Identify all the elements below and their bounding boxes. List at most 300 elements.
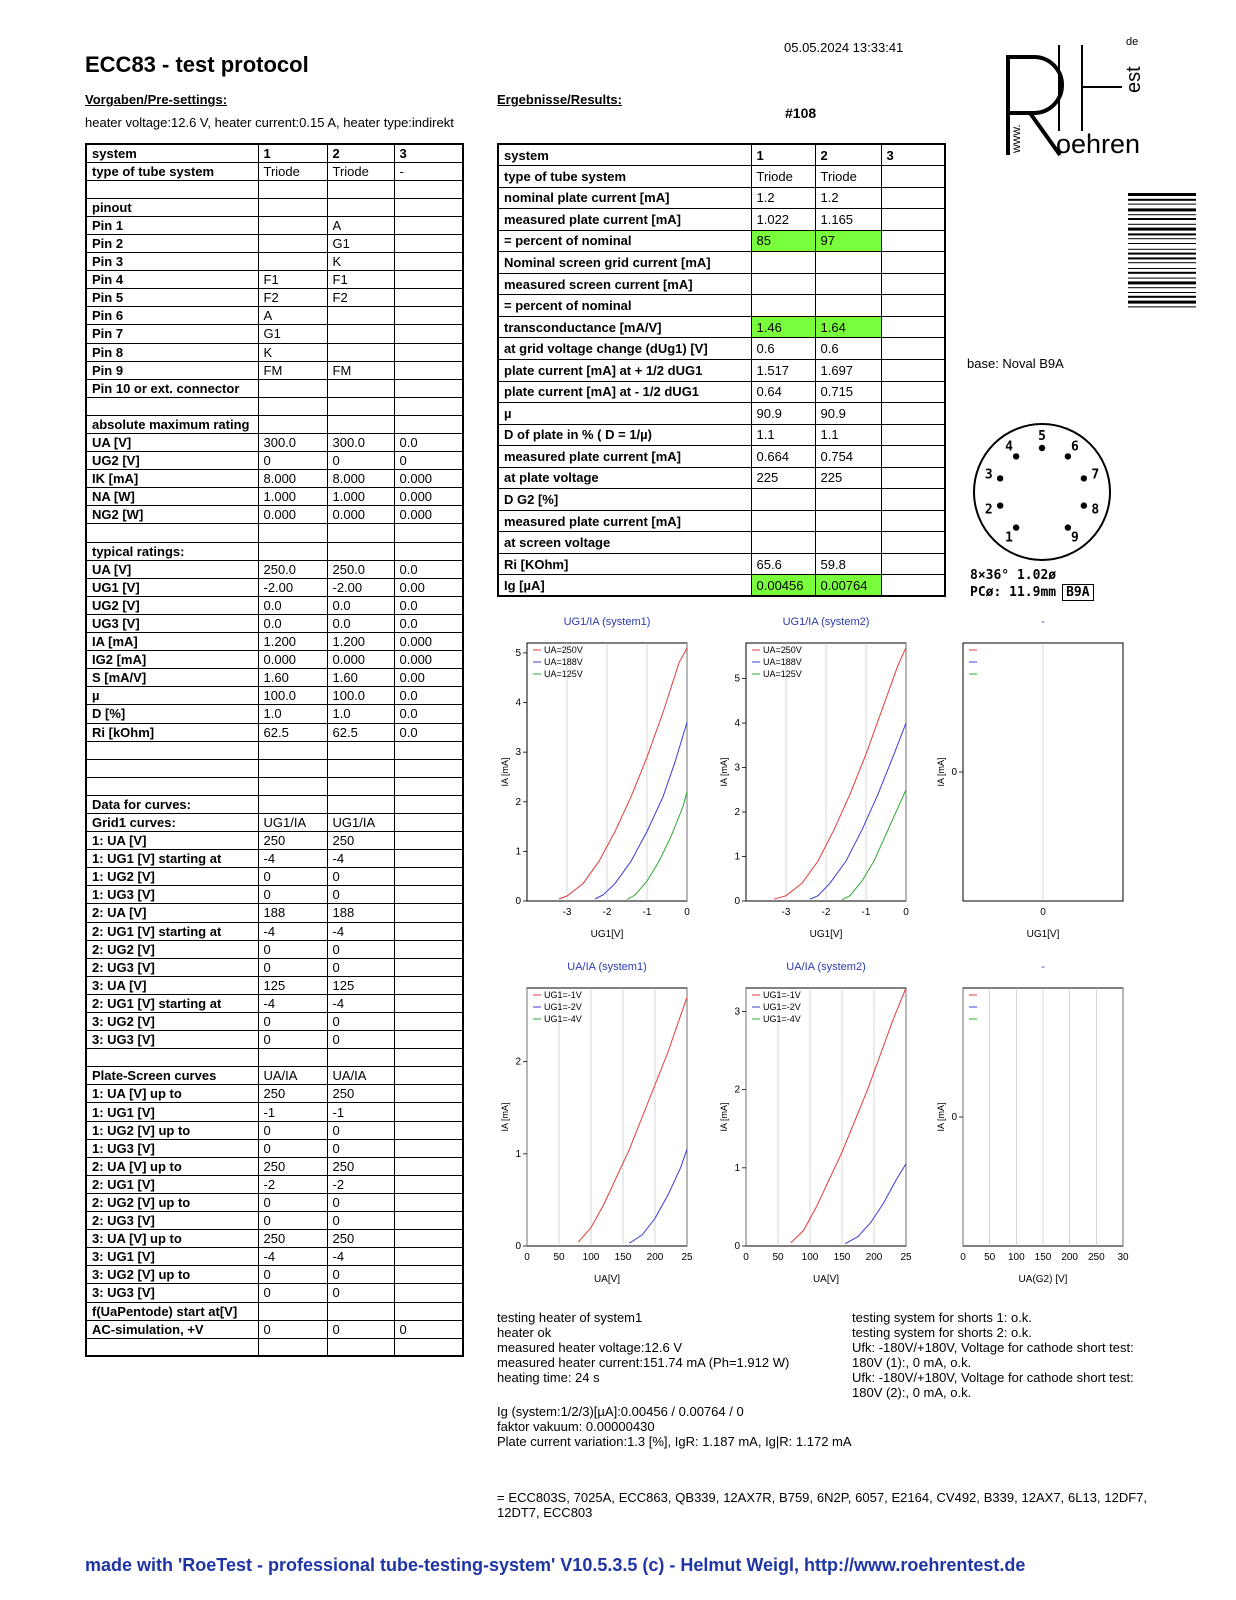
row-label: 2: UG2 [V] [86, 940, 258, 958]
cell-value: Triode [815, 166, 881, 188]
cell-value: -4 [258, 994, 327, 1012]
cell-value [327, 397, 394, 415]
cell-value: 250 [327, 832, 394, 850]
cell-value: 0.64 [751, 381, 815, 403]
table-row [86, 759, 463, 777]
table-row [86, 687, 463, 705]
cell-value [881, 381, 945, 403]
cell-value [394, 1013, 463, 1031]
x-axis-label: UG1[V] [1026, 929, 1060, 940]
row-label: nominal plate current [mA] [498, 187, 751, 209]
y-tick-label: 2 [515, 1056, 521, 1068]
row-label: Pin 7 [86, 325, 258, 343]
table-row [86, 1266, 463, 1284]
cell-value [258, 542, 327, 560]
cell-value: 0 [327, 886, 394, 904]
series-line [791, 988, 906, 1243]
y-axis-label: IA [mA] [936, 1102, 946, 1132]
cell-value [327, 524, 394, 542]
cell-value [394, 180, 463, 198]
table-row [498, 187, 945, 209]
row-label: 3: UA [V] [86, 976, 258, 994]
cell-value: 0 [258, 940, 327, 958]
table-row [86, 162, 463, 180]
table-row [86, 633, 463, 651]
cell-value: 97 [815, 230, 881, 252]
cell-value [258, 379, 327, 397]
cell-value: 0 [258, 868, 327, 886]
logo-www: www. [1009, 124, 1023, 153]
timestamp: 05.05.2024 13:33:41 [784, 40, 904, 55]
cell-value: F1 [258, 271, 327, 289]
row-label: 2: UA [V] up to [86, 1157, 258, 1175]
legend-label: UG1=-4V [544, 1014, 582, 1024]
table-row [498, 273, 945, 295]
cell-value: 0.000 [258, 651, 327, 669]
x-tick-label: 100 [801, 1252, 819, 1263]
x-tick-label: 50 [984, 1252, 996, 1263]
row-label: 1: UA [V] [86, 832, 258, 850]
x-tick-label: 0 [743, 1252, 749, 1263]
cell-value: 1.697 [815, 359, 881, 381]
cell-value: 0.0 [394, 723, 463, 741]
cell-value [327, 343, 394, 361]
cell-value: -4 [258, 1248, 327, 1266]
cell-value: 0.6 [815, 338, 881, 360]
table-row [86, 506, 463, 524]
series-line [629, 1149, 687, 1243]
cell-value: 0.6 [751, 338, 815, 360]
cell-value [394, 958, 463, 976]
cell-value [394, 1338, 463, 1356]
cell-value: -1 [258, 1103, 327, 1121]
plot-frame [527, 988, 687, 1246]
cell-value: F2 [327, 289, 394, 307]
cell-value: 100.0 [258, 687, 327, 705]
row-label [86, 777, 258, 795]
socket-pin-label: 4 [1005, 439, 1013, 455]
cell-value [394, 325, 463, 343]
row-label: 1: UG3 [V] [86, 1139, 258, 1157]
x-axis-label: UA[V] [593, 1274, 621, 1285]
cell-value: G1 [327, 234, 394, 252]
cell-value: 0.00 [394, 669, 463, 687]
y-tick-label: 2 [734, 807, 740, 819]
cell-value [394, 1103, 463, 1121]
cell-value: 1.022 [751, 209, 815, 231]
legend-label: UG1=-2V [544, 1002, 582, 1012]
cell-value: 3 [394, 144, 463, 162]
cell-value: 0.715 [815, 381, 881, 403]
table-row [86, 651, 463, 669]
cell-value [327, 1338, 394, 1356]
cell-value [394, 1230, 463, 1248]
cell-value: 225 [751, 467, 815, 489]
row-label: 1: UG2 [V] [86, 868, 258, 886]
cell-value: 125 [327, 976, 394, 994]
row-label: Data for curves: [86, 795, 258, 813]
cell-value [394, 1284, 463, 1302]
cell-value: 0 [394, 452, 463, 470]
barcode [1128, 193, 1196, 328]
socket-pin [1039, 445, 1045, 451]
cell-value [394, 1175, 463, 1193]
table-row [498, 209, 945, 231]
table-row [86, 1139, 463, 1157]
cell-value [327, 180, 394, 198]
x-tick-label: 150 [833, 1252, 851, 1263]
cell-value: 250.0 [327, 560, 394, 578]
row-label: D [%] [86, 705, 258, 723]
row-label: 1: UG3 [V] [86, 886, 258, 904]
x-axis-label: UA(G2) [V] [1018, 1274, 1068, 1285]
cell-value: 0.0 [394, 596, 463, 614]
cell-value [394, 1031, 463, 1049]
cell-value [394, 379, 463, 397]
table-row [86, 723, 463, 741]
x-tick-label: 0 [960, 1252, 966, 1263]
legend-label: UA=250V [544, 645, 583, 655]
table-row [86, 669, 463, 687]
cell-value: 125 [258, 976, 327, 994]
row-label: 2: UG3 [V] [86, 958, 258, 976]
cell-value: A [258, 307, 327, 325]
x-tick-label: -2 [602, 907, 612, 918]
y-tick-label: 0 [515, 896, 521, 907]
cell-value [258, 415, 327, 433]
cell-value [394, 415, 463, 433]
cell-value [815, 532, 881, 554]
cell-value: 250 [258, 1157, 327, 1175]
table-row [498, 424, 945, 446]
cell-value: 0 [258, 1266, 327, 1284]
cell-value: 8.000 [327, 470, 394, 488]
table-row [86, 1248, 463, 1266]
row-label: = percent of nominal [498, 295, 751, 317]
table-row [86, 886, 463, 904]
legend-label: UA=188V [544, 657, 583, 667]
cell-value: 1.60 [258, 669, 327, 687]
row-label: at grid voltage change (dUg1) [V] [498, 338, 751, 360]
row-label: 3: UG3 [V] [86, 1284, 258, 1302]
table-row [86, 180, 463, 198]
cell-value [394, 542, 463, 560]
cell-value: F1 [327, 271, 394, 289]
x-tick-label: -1 [642, 907, 652, 918]
cell-value: 0 [327, 1013, 394, 1031]
cell-value [258, 1049, 327, 1067]
cell-value [881, 553, 945, 575]
row-label: Plate-Screen curves [86, 1067, 258, 1085]
vacuum-notes [497, 1404, 852, 1449]
y-tick-label: 0 [951, 767, 957, 778]
x-tick-label: -1 [861, 907, 871, 918]
cell-value [394, 1049, 463, 1067]
table-row [86, 361, 463, 379]
cell-value: 0.000 [394, 470, 463, 488]
table-row [498, 166, 945, 188]
table-row [86, 777, 463, 795]
table-row [86, 325, 463, 343]
cell-value [394, 1157, 463, 1175]
cell-value [881, 187, 945, 209]
cell-value [258, 741, 327, 759]
cell-value: 0.0 [258, 596, 327, 614]
cell-value: G1 [258, 325, 327, 343]
table-row [86, 922, 463, 940]
cell-value: 188 [327, 904, 394, 922]
y-axis-label: IA [mA] [719, 1102, 729, 1132]
cell-value [394, 940, 463, 958]
note-line: faktor vakuum: 0.00000430 [497, 1419, 655, 1434]
cell-value: 300.0 [327, 434, 394, 452]
note-line: Plate current variation:1.3 [%], IgR: 1.187 mA, Ig|R: 1.172 mA [497, 1434, 852, 1449]
table-row [86, 1338, 463, 1356]
table-row [86, 289, 463, 307]
table-row [498, 446, 945, 468]
x-tick-label: 200 [646, 1252, 664, 1263]
cell-value [881, 575, 945, 597]
cell-value: 0.664 [751, 446, 815, 468]
row-label: Grid1 curves: [86, 813, 258, 831]
row-label: system [498, 144, 751, 166]
cell-value [881, 338, 945, 360]
socket-pin [997, 475, 1003, 481]
cell-value [394, 1193, 463, 1211]
cell-value [394, 759, 463, 777]
table-row [498, 510, 945, 532]
page-title: ECC83 - test protocol [85, 52, 309, 77]
cell-value [327, 415, 394, 433]
cell-value: -4 [327, 1248, 394, 1266]
row-label: Pin 8 [86, 343, 258, 361]
table-row [86, 940, 463, 958]
row-label: 3: UG3 [V] [86, 1031, 258, 1049]
socket-pin [1013, 453, 1019, 459]
cell-value [815, 295, 881, 317]
series-line [559, 648, 687, 899]
cell-value [815, 510, 881, 532]
row-label: 1: UA [V] up to [86, 1085, 258, 1103]
cell-value: 0.0 [394, 560, 463, 578]
row-label: type of tube system [86, 162, 258, 180]
table-row [86, 741, 463, 759]
cell-value: 225 [815, 467, 881, 489]
row-label: measured plate current [mA] [498, 510, 751, 532]
row-label: Pin 5 [86, 289, 258, 307]
cell-value [394, 1085, 463, 1103]
row-label: 1: UG1 [V] starting at [86, 850, 258, 868]
x-tick-label: -2 [821, 907, 831, 918]
cell-value: 250 [327, 1230, 394, 1248]
table-row [86, 994, 463, 1012]
cell-value [751, 252, 815, 274]
cell-value: 0 [258, 886, 327, 904]
table-row [86, 1157, 463, 1175]
cell-value: 0 [258, 1013, 327, 1031]
table-row [86, 452, 463, 470]
row-label: UA [V] [86, 560, 258, 578]
cell-value: 1.1 [751, 424, 815, 446]
cell-value [258, 524, 327, 542]
cell-value [258, 253, 327, 271]
cell-value [881, 403, 945, 425]
socket-caption-line2 [970, 585, 1094, 600]
cell-value: 1.0 [258, 705, 327, 723]
cell-value [394, 234, 463, 252]
cell-value: 1.165 [815, 209, 881, 231]
cell-value [327, 759, 394, 777]
chart-title: UA/IA (system1) [567, 961, 647, 973]
chart-title: UG1/IA (system2) [782, 616, 870, 628]
cell-value: 0.000 [394, 651, 463, 669]
cell-value [394, 813, 463, 831]
cell-value: 0.0 [394, 434, 463, 452]
x-tick-label: 0 [524, 1252, 530, 1263]
cell-value [394, 1067, 463, 1085]
cell-value: - [394, 162, 463, 180]
row-label: = percent of nominal [498, 230, 751, 252]
x-tick-label: 0 [684, 907, 690, 918]
cell-value: 0 [258, 1193, 327, 1211]
cell-value [258, 795, 327, 813]
table-row [86, 434, 463, 452]
row-label: Pin 4 [86, 271, 258, 289]
row-label: Pin 1 [86, 216, 258, 234]
row-label: measured plate current [mA] [498, 446, 751, 468]
table-row [86, 470, 463, 488]
cell-value: 62.5 [327, 723, 394, 741]
cell-value: 250 [258, 1085, 327, 1103]
note-line: heater ok [497, 1325, 552, 1340]
cell-value [258, 777, 327, 795]
table-row [498, 338, 945, 360]
cell-value [394, 289, 463, 307]
chart-title: UA/IA (system2) [786, 961, 866, 973]
socket-pin-label: 8 [1091, 502, 1100, 518]
y-tick-label: 0 [951, 1112, 957, 1123]
socket-pin-label: 3 [984, 467, 993, 483]
cell-value: 0 [258, 1139, 327, 1157]
socket-pin-label: 7 [1091, 467, 1100, 483]
cell-value [258, 1302, 327, 1320]
cell-value: 0.754 [815, 446, 881, 468]
table-row [86, 1013, 463, 1031]
y-tick-label: 5 [515, 647, 521, 659]
cell-value: 0.000 [327, 651, 394, 669]
cell-value [394, 361, 463, 379]
cell-value [881, 252, 945, 274]
table-row [86, 1031, 463, 1049]
table-row [86, 813, 463, 831]
cell-value [394, 832, 463, 850]
tube-socket-diagram [968, 418, 1118, 566]
table-row [86, 1320, 463, 1338]
cell-value: K [258, 343, 327, 361]
table-row [86, 1230, 463, 1248]
row-label: IA [mA] [86, 633, 258, 651]
cell-value: 0 [394, 1320, 463, 1338]
legend-label: UG1=-2V [763, 1002, 801, 1012]
x-tick-label: -3 [562, 907, 572, 918]
x-tick-label: 50 [553, 1252, 565, 1263]
x-tick-label: 200 [1061, 1252, 1079, 1263]
table-row [86, 1284, 463, 1302]
row-label: pinout [86, 198, 258, 216]
x-tick-label: 0 [903, 907, 909, 918]
row-label: plate current [mA] at - 1/2 dUG1 [498, 381, 751, 403]
cell-value: -1 [327, 1103, 394, 1121]
socket-pin-label: 1 [1005, 530, 1013, 546]
cell-value [394, 524, 463, 542]
cell-value: 0 [258, 1212, 327, 1230]
cell-value [327, 1302, 394, 1320]
cell-value: 59.8 [815, 553, 881, 575]
row-label: UG2 [V] [86, 596, 258, 614]
table-row [86, 1121, 463, 1139]
cell-value [751, 295, 815, 317]
cell-value [258, 397, 327, 415]
cell-value: 90.9 [815, 403, 881, 425]
cell-value: 0 [327, 1212, 394, 1230]
x-tick-label: 250 [1087, 1252, 1105, 1263]
cell-value: Triode [258, 162, 327, 180]
table-row [86, 560, 463, 578]
equivalent-tubes: = ECC803S, 7025A, ECC863, QB339, 12AX7R, B759, 6N2P, 6057, E2164, CV492, B339, 12AX7, 6L13, 12DF7, 12DT7, ECC803 [497, 1490, 1147, 1520]
cell-value: 0 [258, 1031, 327, 1049]
cell-value: 1.000 [327, 488, 394, 506]
cell-value: 1.1 [815, 424, 881, 446]
cell-value: -4 [258, 850, 327, 868]
cell-value: 3 [881, 144, 945, 166]
x-axis-label: UG1[V] [809, 929, 843, 940]
note-line: 180V (1):, 0 mA, o.k. [852, 1355, 972, 1370]
x-tick-label: 0 [1040, 907, 1046, 918]
cell-value [327, 777, 394, 795]
cell-value [881, 316, 945, 338]
row-label: UG1 [V] [86, 578, 258, 596]
y-tick-label: 3 [515, 747, 521, 759]
cell-value: 0 [327, 1139, 394, 1157]
cell-value: 1 [751, 144, 815, 166]
cell-value [815, 273, 881, 295]
cell-value: 0.00764 [815, 575, 881, 597]
cell-value [751, 489, 815, 511]
note-line: testing system for shorts 2: o.k. [852, 1325, 1032, 1340]
row-label: Ri [kOhm] [86, 723, 258, 741]
results-table [497, 143, 946, 597]
cell-value: 250.0 [258, 560, 327, 578]
table-row [498, 575, 945, 597]
legend-label: UA=125V [544, 669, 583, 679]
cell-value [327, 1049, 394, 1067]
table-row [86, 868, 463, 886]
row-label: 2: UG3 [V] [86, 1212, 258, 1230]
legend-label: UA=125V [763, 669, 802, 679]
cell-value [815, 489, 881, 511]
cell-value: -2 [258, 1175, 327, 1193]
table-row [86, 144, 463, 162]
y-tick-label: 0 [734, 896, 740, 907]
table-row [86, 307, 463, 325]
row-label: Pin 9 [86, 361, 258, 379]
row-label: 3: UG2 [V] [86, 1013, 258, 1031]
x-tick-label: 25 [900, 1252, 912, 1263]
y-tick-label: 0 [734, 1241, 740, 1252]
results-heading: Ergebnisse/Results: [497, 92, 622, 107]
row-label: 1: UG2 [V] up to [86, 1121, 258, 1139]
cell-value: Triode [751, 166, 815, 188]
